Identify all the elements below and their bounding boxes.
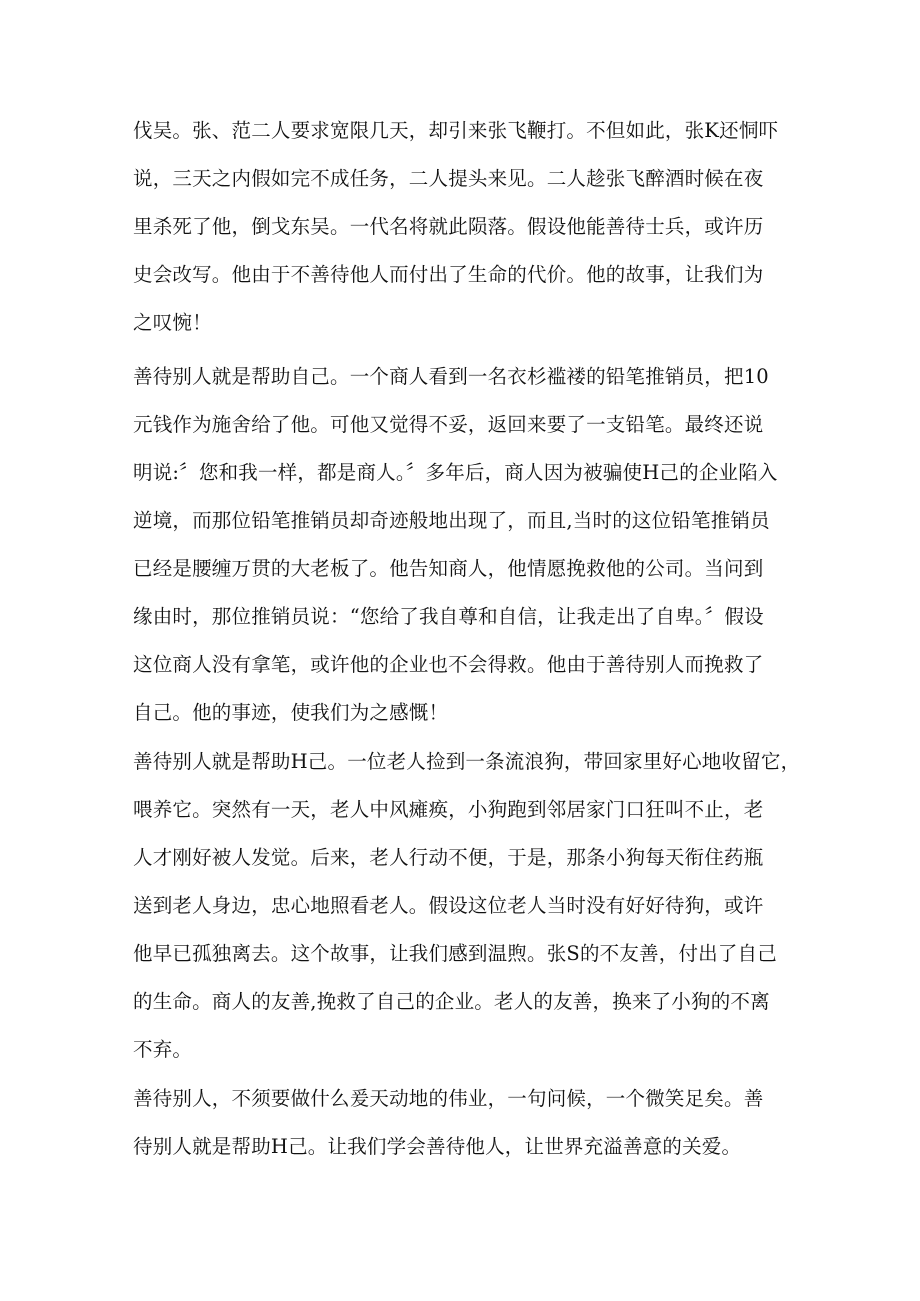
text-line: 缘由时，那位推销员说：“您给了我自尊和自信，让我走出了自卑。〞假设 xyxy=(133,605,764,628)
text-line: 的生命。商人的友善,挽救了自己的企业。老人的友善，换来了小狗的不离 xyxy=(133,990,770,1013)
text-line: 逆境，而那位铅笔推销员却奇迹般地出现了，而且,当时的这位铅笔推销员 xyxy=(133,509,770,532)
text-line: 喂养它。突然有一天，老人中风瘫痪，小狗跑到邻居家门口狂叫不止，老 xyxy=(133,798,764,821)
paragraph-merchant xyxy=(133,353,793,737)
text-line: 这位商人没有拿笔，或许他的企业也不会得救。他由于善待别人而挽救了 xyxy=(133,653,764,676)
text-line: 之叹惋！ xyxy=(133,311,212,334)
text-line: 明说:〞您和我一样，都是商人。〞多年后，商人因为被骗使H己的企业陷入 xyxy=(133,461,778,484)
text-line: 善待别人就是帮助自己。一个商人看到一名衣杉褴褛的铅笔推销员，把10 xyxy=(133,365,769,388)
text-line: 说，三天之内假如完不成任务，二人提头来见。二人趁张飞醉酒时候在夜 xyxy=(133,167,764,190)
text-line: 善待别人就是帮助H己。一位老人捡到一条流浪狗，带回家里好心地收留它， xyxy=(133,750,801,773)
text-line: 已经是腰缠万贯的大老板了。他告知商人，他情愿挽救他的公司。当问到 xyxy=(133,557,764,580)
text-line: 送到老人身边，忠心地照看老人。假设这位老人当时没有好好待狗，或许 xyxy=(133,894,764,917)
text-line: 自己。他的事迹，使我们为之感慨！ xyxy=(133,701,449,724)
text-line: 待别人就是帮助H己。让我们学会善待他人，让世界充溢善意的关爱。 xyxy=(133,1135,742,1158)
text-line: 里杀死了他，倒戈东吴。一代名将就此陨落。假设他能善待士兵，或许历 xyxy=(133,215,764,238)
text-line: 伐吴。张、范二人要求宽限几天，却引来张飞鞭打。不但如此，张K还恫吓 xyxy=(133,119,779,142)
text-line: 善待别人，不须要做什么爰天动地的伟业，一句问候，一个微笑足矣。善 xyxy=(133,1087,764,1110)
text-line: 不弃。 xyxy=(133,1038,193,1061)
paragraph-conclusion xyxy=(133,1075,793,1171)
paragraph-old-man-dog xyxy=(133,738,801,1074)
text-line: 元钱作为施舍给了他。可他又觉得不妥，返回来要了一支铅笔。最终还说 xyxy=(133,413,764,436)
paragraph-zhang-fei xyxy=(133,107,793,347)
text-line: 人才刚好被人发觉。后来，老人行动不便，于是，那条小狗每天衔住药瓶 xyxy=(133,846,764,869)
text-line: 他早已孤独离去。这个故事，让我们感到温煦。张S的不友善，付出了自己 xyxy=(133,942,777,965)
text-line: 史会改写。他由于不善待他人而付出了生命的代价。他的故事，让我们为 xyxy=(133,263,764,286)
